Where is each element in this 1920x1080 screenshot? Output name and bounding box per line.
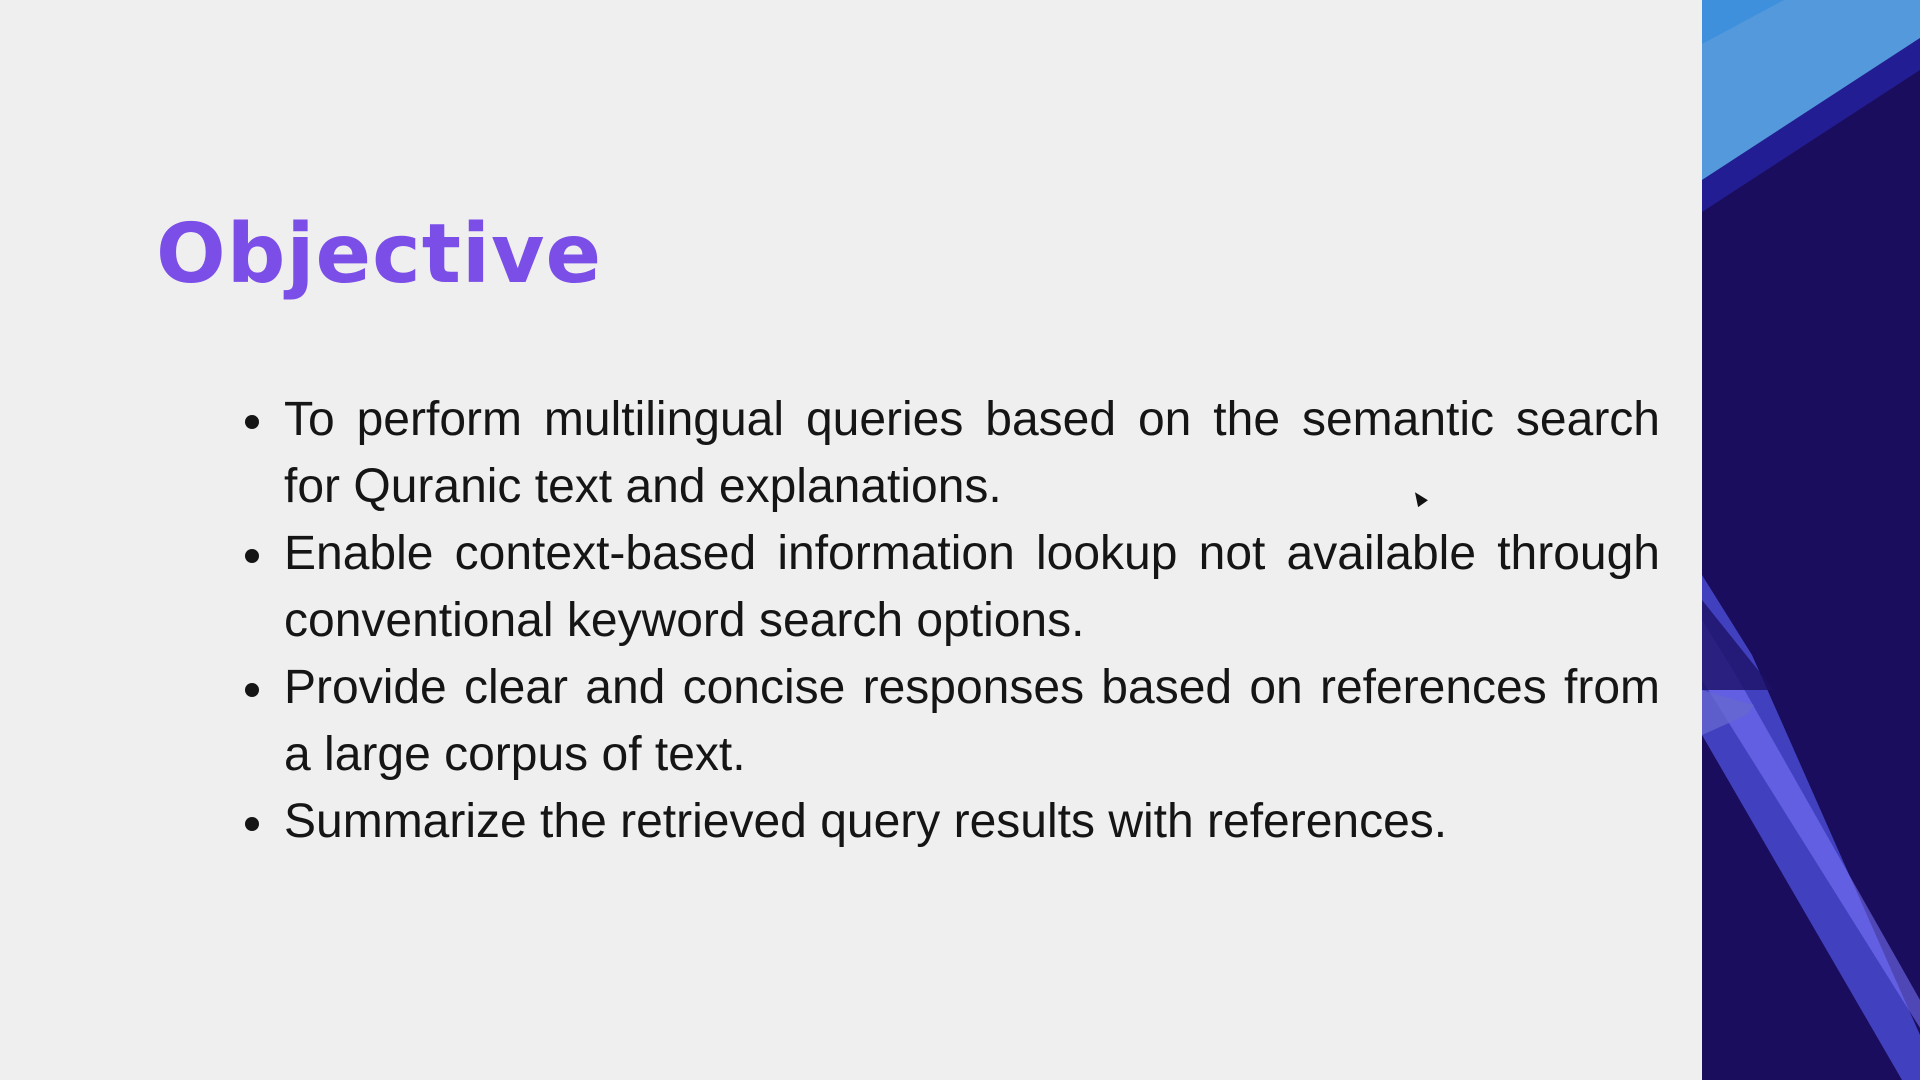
bullet-item [242, 788, 1660, 855]
bullet-dot-icon [245, 415, 259, 429]
slide-title: Objective [156, 207, 603, 302]
bullet-text: Enable context-based information lookup not available through conventional keyword search options. [284, 527, 1660, 647]
bullet-text: Provide clear and concise responses based on references from a large corpus of text. [284, 661, 1660, 781]
bullet-text: To perform multilingual queries based on the semantic search for Quranic text and explanations. [284, 393, 1660, 513]
bullet-item [242, 654, 1660, 788]
objective-bullet-list [242, 386, 1660, 855]
architecture-photo-icon [1702, 0, 1920, 1080]
architecture-photo-panel [1702, 0, 1920, 1080]
bullet-text: Summarize the retrieved query results with references. [284, 795, 1448, 848]
bullet-item [242, 386, 1660, 520]
bullet-dot-icon [245, 683, 259, 697]
bullet-dot-icon [245, 549, 259, 563]
bullet-item [242, 520, 1660, 654]
bullet-dot-icon [245, 817, 259, 831]
